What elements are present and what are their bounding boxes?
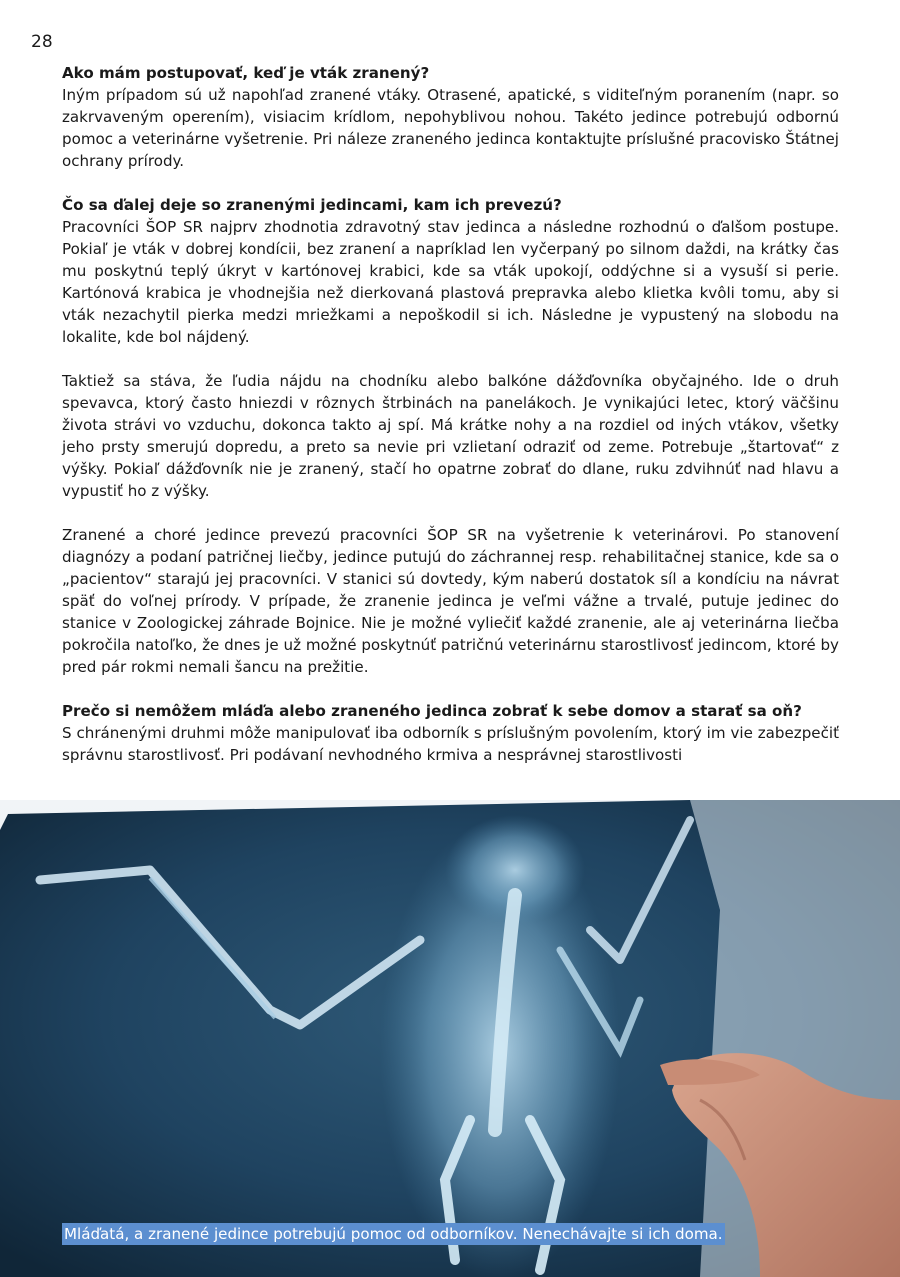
paragraph: Zranené a choré jedince prevezú pracovníci ŠOP SR na vyšetrenie k veterinárovi. Po stanovení diagnózy a podaní patričnej liečby, jedince putujú do záchrannej resp. rehabilitačnej stanice, kde sa o „pacientov“ starajú jej pracovníci. V stanici sú dovtedy, kým naberú dostatok síl a kondíciu na návrat späť do voľnej prírody. V prípade, že zranenie jedinca je veľmi vážne a trvalé, putuje jedinec do stanice v Zoologickej záhrade Bojnice. Nie je možné vyliečiť každé zranenie, ale aj veterinárna liečba pokročila natoľko, že dnes je už možné poskytnúť patričnú veterinárnu starostlivosť jedincom, ktoré by pred pár rokmi nemali šancu na prežitie. [62,526,839,676]
article-body [62,62,839,766]
paragraph: Iným prípadom sú už napohľad zranené vtáky. Otrasené, apatické, s viditeľným poranením (napr. so zakrvaveným operením), visiacim krídlom, nepohyblivou nohou. Takéto jedince potrebujú odbornú pomoc a veterinárne vyšetrenie. Pri náleze zraneného jedinca kontaktujte príslušné pracovisko Štátnej ochrany prírody. [62,86,839,170]
section-injured-bird [62,62,839,172]
section-what-happens [62,194,839,678]
paragraph: Taktiež sa stáva, že ľudia nájdu na chodníku alebo balkóne dážďovníka obyčajného. Ide o druh spevavca, ktorý často hniezdi v rôznych štrbinách na panelákoch. Je vynikajúci letec, ktorý väčšinu života strávi vo vzduchu, dokonca takto aj spí. Má krátke nohy a na rozdiel od iných vtákov, všetky jeho prsty smerujú dopredu, a preto sa nevie pri vzlietaní odraziť od zeme. Potrebuje „štartovať“ z výšky. Pokiaľ dážďovník nie je zranený, stačí ho opatrne zobrať do dlane, ruku zdvihnúť nad hlavu a vypustiť ho z výšky. [62,372,839,500]
photo-caption: Mláďatá, a zranené jedince potrebujú pomoc od odborníkov. Nenechávajte si ich doma. [64,1225,723,1243]
xray-photo [0,800,900,1277]
xray-illustration [0,800,900,1277]
section-why-not-home [62,700,839,766]
paragraph: S chránenými druhmi môže manipulovať iba odborník s príslušným povolením, ktorý im vie zabezpečiť správnu starostlivosť. Pri podávaní nevhodného krmiva a nesprávnej starostlivosti [62,724,839,764]
section-heading: Čo sa ďalej deje so zranenými jedincami, kam ich prevezú? [62,196,562,214]
section-heading: Ako mám postupovať, keď je vták zranený? [62,64,430,82]
page-number: 28 [31,32,53,52]
paragraph: Pracovníci ŠOP SR najprv zhodnotia zdravotný stav jedinca a následne rozhodnú o ďalšom postupe. Pokiaľ je vták v dobrej kondícii, bez zranení a napríklad len vyčerpaný po silnom daždi, na krátky čas mu poskytnú teplý úkryt v kartónovej krabici, kde sa vták upokojí, oddýchne si a vysuší si perie. Kartónová krabica je vhodnejšia než dierkovaná plastová prepravka alebo klietka kvôli tomu, aby si vták nezachytil pierka medzi mriežkami a nepoškodil si ich. Následne je vypustený na slobodu na lokalite, kde bol nájdený. [62,218,839,346]
section-heading: Prečo si nemôžem mláďa alebo zraneného jedinca zobrať k sebe domov a starať sa oň? [62,702,802,720]
